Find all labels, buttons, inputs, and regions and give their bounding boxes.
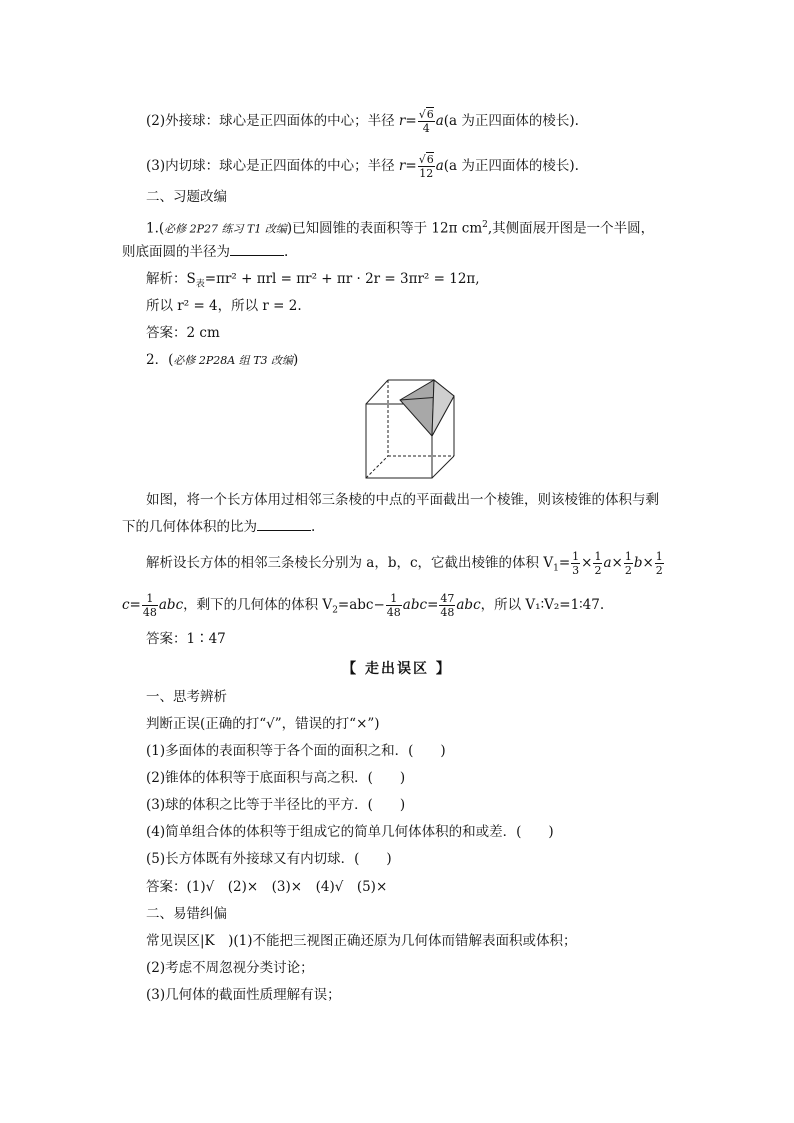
section-exercise-title: 二、习题改编 — [146, 189, 227, 205]
circum-radius-fraction: $\frac{√6}{4}$ — [418, 108, 434, 135]
think-title: 一、思考辨析 — [146, 689, 227, 705]
mistakes-line2: (2)考虑不周忽视分类讨论； — [146, 960, 314, 976]
mistakes-line1: 常见误区|K )(1)不能把三视图正确还原为几何体而错解表面积或体积； — [146, 933, 577, 949]
q2-stem-line2: 下的几何体体积的比为 . — [122, 519, 316, 535]
q1-solution-line2: 所以 r² = 4，所以 r = 2. — [146, 298, 302, 314]
q2-stem-line1: 如图，将一个长方体用过相邻三条棱的中点的平面截出一个棱锥，则该棱锥的体积与剩 — [146, 492, 659, 508]
mistakes-line3: (3)几何体的截面性质理解有误； — [146, 987, 341, 1003]
q2-answer: 答案：1∶47 — [146, 631, 226, 647]
mistakes-title: 二、易错纠偏 — [146, 906, 227, 922]
q2-solution-line1: 解析设长方体的相邻三条棱长分别为 a，b，c，它截出棱锥的体积 $V_1=$ $\frac{1}{3}$ × $\frac{1}{2}$ a× $\frac{1}{2}$ b× $\frac{1}{2}$ — [146, 550, 663, 577]
q2-solution-line2: c= $\frac{1}{48}$ abc，剩下的几何体的体积 $V_2=abc-$ $\frac{1}{48}$ abc= $\frac{47}{48}$ abc，所以 V₁∶V₂=1∶47. — [122, 592, 605, 619]
insphere-line: (3)内切球：球心是正四面体的中心；半径 r= $\frac{√6}{12}$ a(a 为正四面体的棱长). — [146, 153, 579, 180]
circumsphere-line: (2)外接球：球心是正四面体的中心；半径 r= $\frac{√6}{4}$ a(a 为正四面体的棱长). — [146, 108, 579, 135]
cuboid-figure — [362, 374, 466, 482]
q1-stem-line2: 则底面圆的半径为 . — [122, 244, 289, 260]
think-item-5: (5)长方体既有外接球又有内切球．( ) — [146, 851, 392, 867]
think-intro: 判断正误(正确的打“√”，错误的打“×”) — [146, 716, 380, 732]
answer-blank — [230, 243, 284, 256]
think-item-3: (3)球的体积之比等于半径比的平方．( ) — [146, 797, 406, 813]
think-item-4: (4)简单组合体的体积等于组成它的简单几何体体积的和或差．( ) — [146, 824, 554, 840]
section-heading: 【 走出误区 】 — [342, 661, 452, 677]
think-answer: 答案：(1)√ (2)× (3)× (4)√ (5)× — [146, 879, 388, 895]
q1-stem-line1: 1.(必修 2P27 练习 T1 改编)已知圆锥的表面积等于 12π $cm^2$,其侧面展开图是一个半圆， — [146, 220, 655, 237]
in-radius-fraction: $\frac{√6}{12}$ — [418, 153, 434, 180]
q1-answer: 答案：2 cm — [146, 325, 220, 341]
answer-blank — [257, 518, 311, 531]
q2-label: 2．(必修 2P28A 组 T3 改编) — [146, 352, 299, 368]
q1-solution-line1: 解析：$S_表=\pi r^2 + \pi rl = \pi r^2 + \pi r \cdot 2r = 3\pi r^2 = 12\pi$, — [146, 271, 480, 290]
think-item-2: (2)锥体的体积等于底面积与高之积．( ) — [146, 770, 406, 786]
think-item-1: (1)多面体的表面积等于各个面的面积之和．( ) — [146, 743, 446, 759]
